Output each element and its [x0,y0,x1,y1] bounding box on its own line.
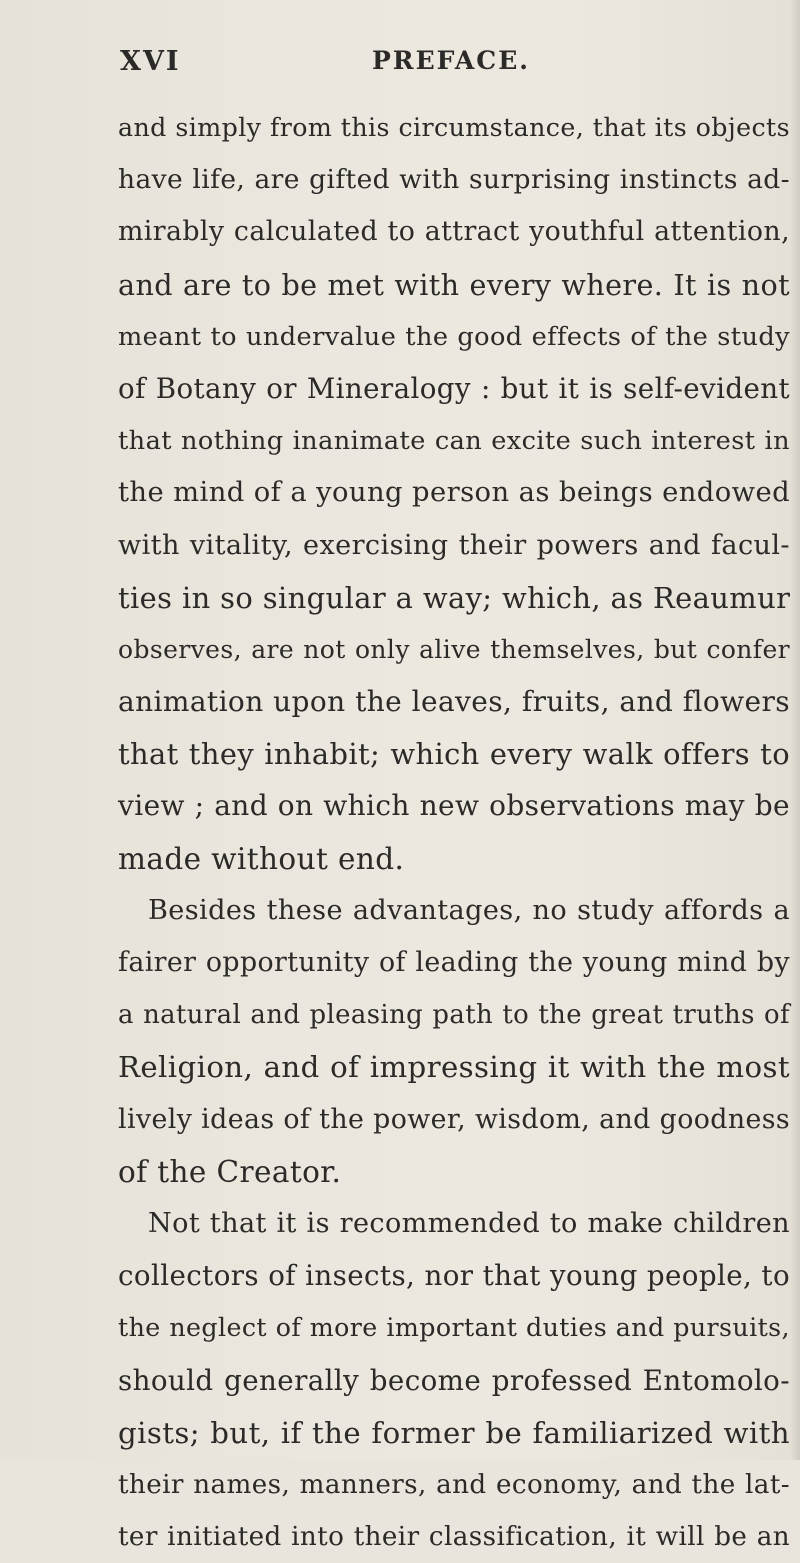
text-line: that they inhabit; which every walk offers to [118,737,790,772]
page-edge-shadow [790,0,800,1460]
text-line: their names, manners, and economy, and the lat- [118,1469,790,1500]
text-line: of Botany or Mineralogy : but it is self-evident [118,371,790,405]
text-line: and are to be met with every where. It is not [118,267,790,302]
text-line: fairer opportunity of leading the young mind by [118,947,790,978]
text-line: Besides these advantages, no study affords a [148,894,790,926]
page-number: XVI [120,46,181,77]
text-line: mirably calculated to attract youthful attention, [118,216,790,248]
text-line: lively ideas of the power, wisdom, and goodness [118,1103,791,1135]
page-header [120,46,680,86]
body-text [118,102,790,1563]
text-line: and simply from this circumstance, that its objects [118,113,790,142]
text-line: ties in so singular a way; which, as Reaumur [118,580,791,615]
text-line: a natural and pleasing path to the great truths of [118,1000,790,1031]
text-line: should generally become professed Entomolo- [118,1363,790,1397]
text-line: observes, are not only alive themselves, but confer [118,634,790,664]
text-line: view ; and on which new observations may be [118,789,790,823]
text-line: that nothing inanimate can excite such interest in [118,426,790,457]
text-line: made without end. [118,841,405,876]
text-line: gists; but, if the former be familiarized with [118,1415,790,1450]
running-head: PREFACE. [372,46,530,75]
text-line: Religion, and of impressing it with the most [118,1050,790,1085]
text-line: of the Creator. [118,1154,342,1189]
text-line: Not that it is recommended to make children [148,1207,790,1239]
text-line: collectors of insects, nor that young people, to [118,1259,791,1293]
text-line: animation upon the leaves, fruits, and flowers [118,685,790,719]
text-line: the mind of a young person as beings endowed [118,477,790,509]
text-line: have life, are gifted with surprising instincts ad- [118,164,790,196]
text-line: meant to undervalue the good effects of the study [118,321,790,352]
text-line: the neglect of more important duties and pursuits, [118,1313,790,1343]
text-line: with vitality, exercising their powers and facul- [118,529,790,561]
text-line: ter initiated into their classification, it will be an [118,1522,790,1553]
